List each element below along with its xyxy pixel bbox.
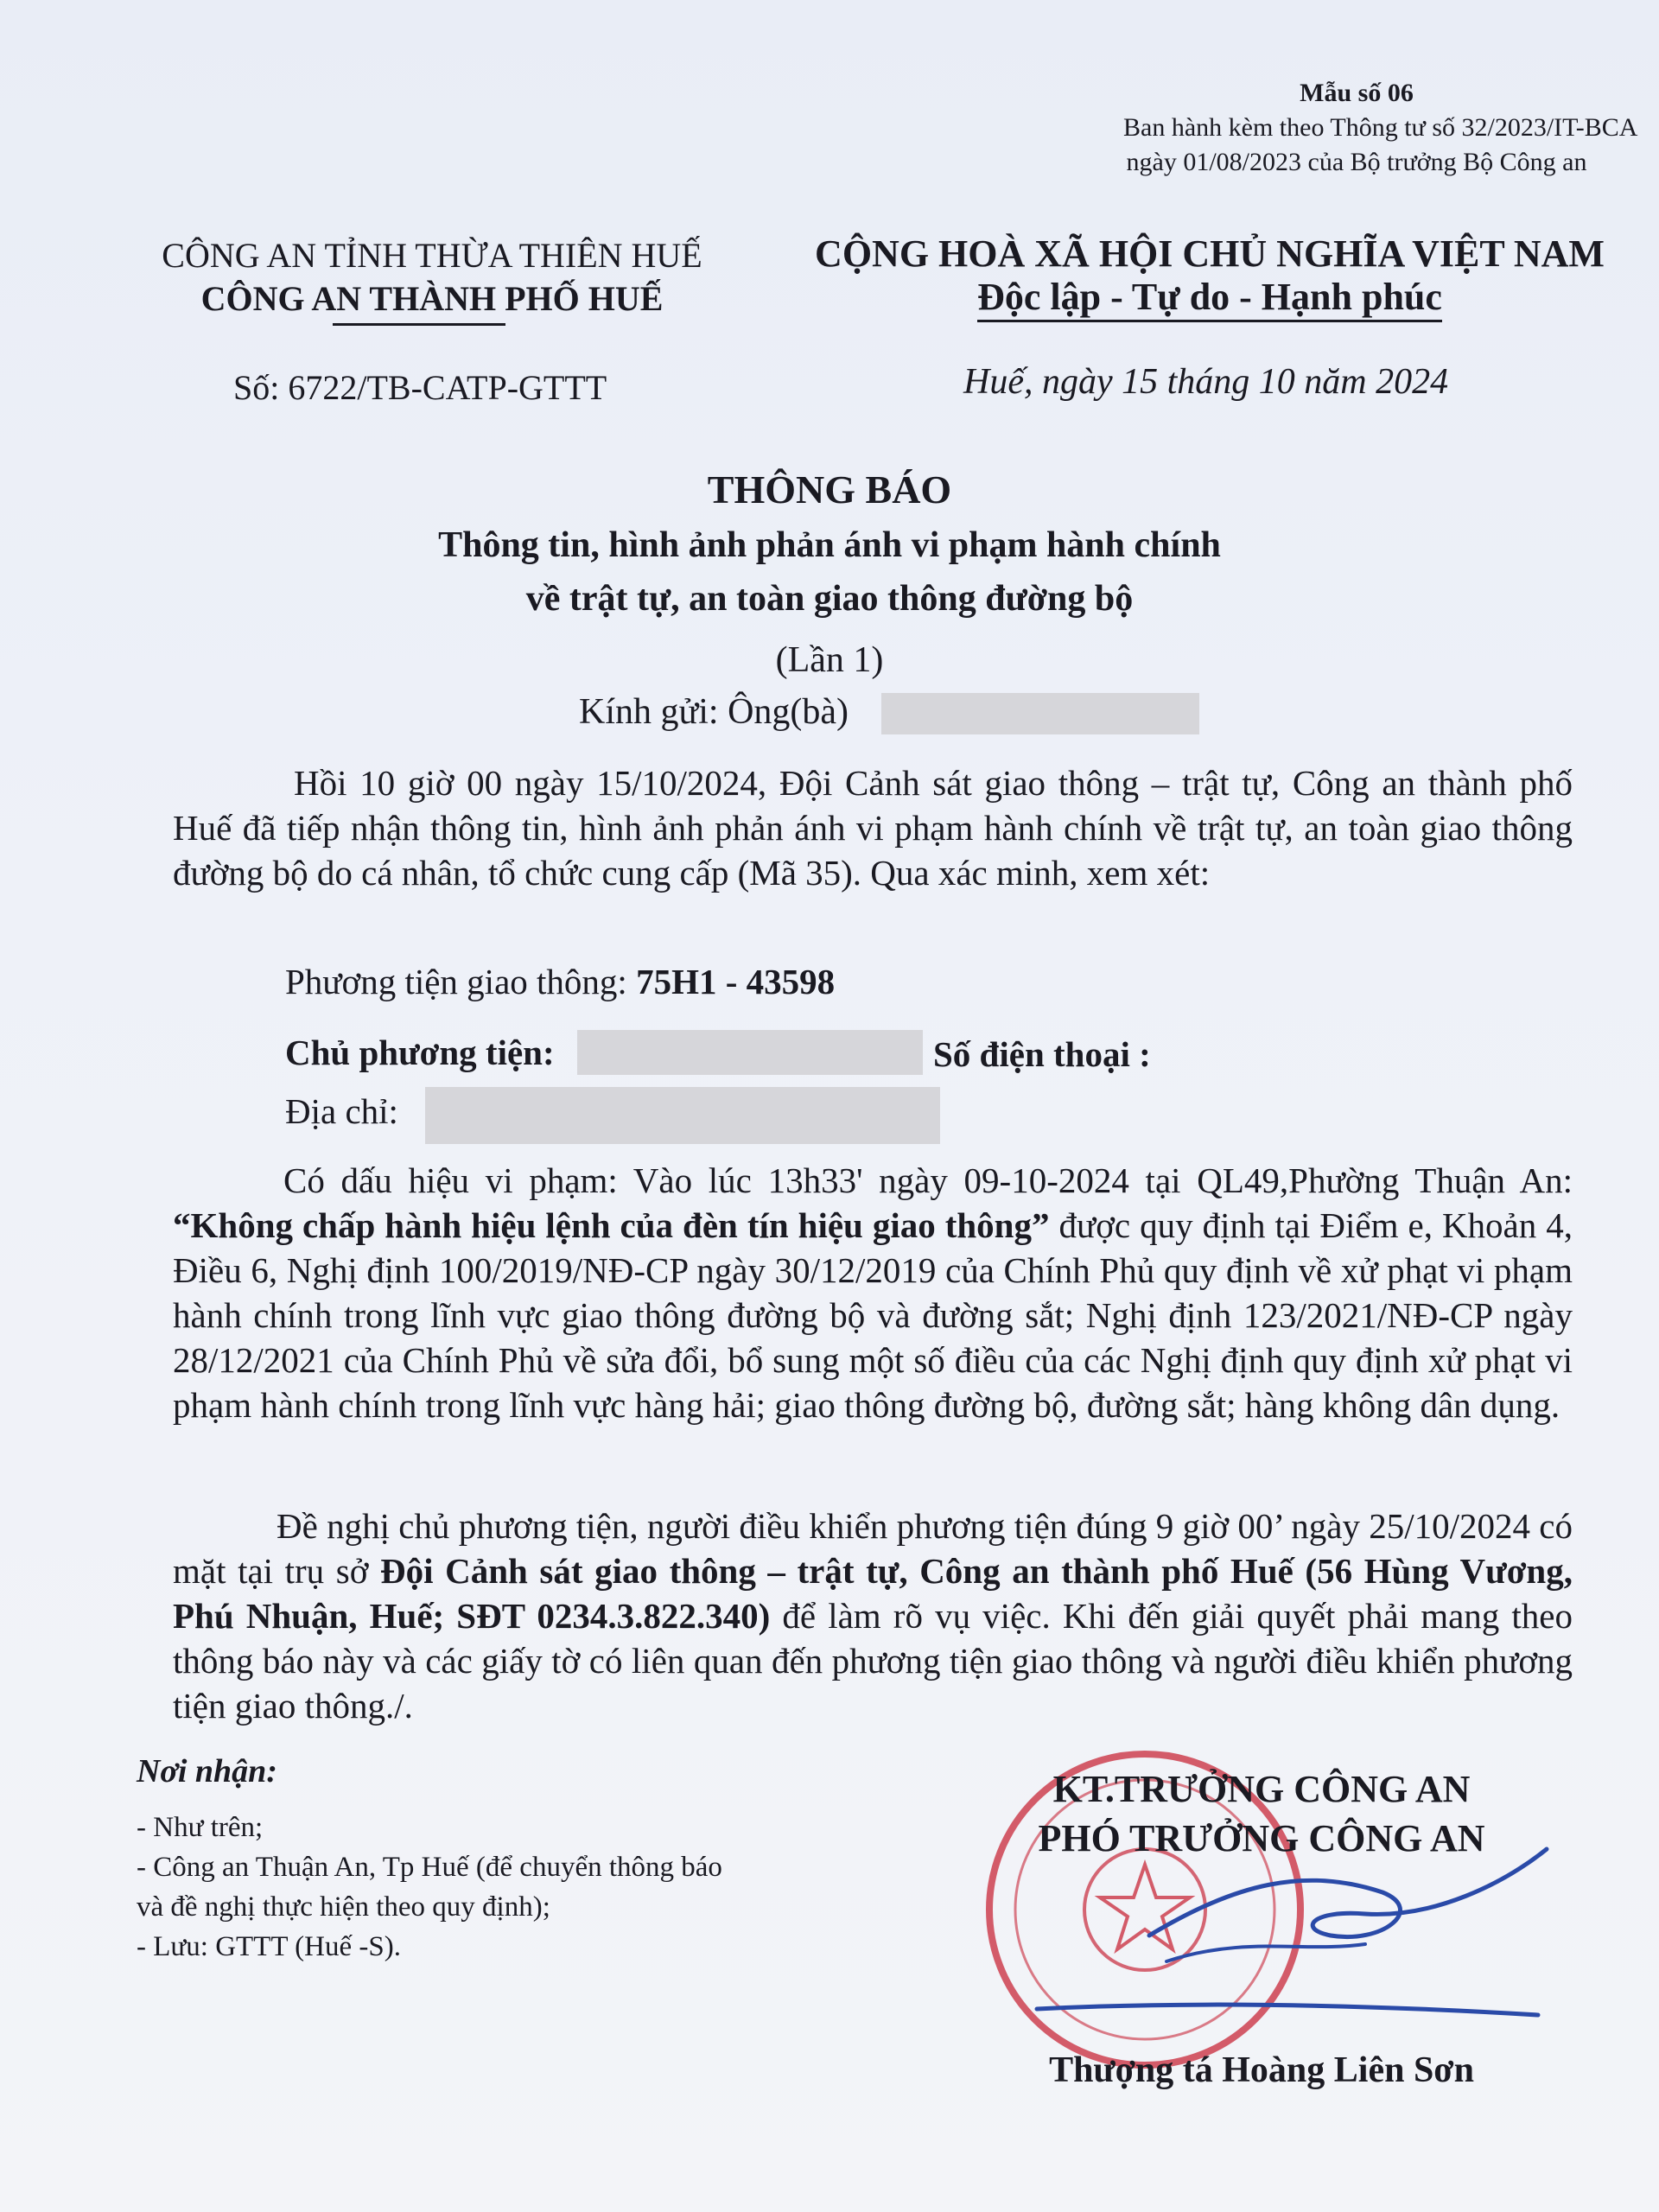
addressee-label: Kính gửi: Ông(bà) (579, 692, 849, 732)
request-text-b: để làm rõ vụ việc. Khi đến giải quyết phải mang theo thông báo này và các giấy tờ có liên quan đến phương tiện giao thông và người điều khiển phương tiện giao thông./. (173, 1596, 1573, 1726)
subtitle-line2: về trật tự, an toàn giao thông đường bộ (525, 579, 1134, 619)
intro-paragraph: Hồi 10 giờ 00 ngày 15/10/2024, Đội Cảnh sát giao thông – trật tự, Công an thành phố Huế đã tiếp nhận thông tin, hình ảnh phản ánh vi phạm hành chính về trật tự, an toàn giao thông đường bộ do cá nhân, tổ chức cung cấp (Mã 35). Qua xác minh, xem xét: (173, 763, 1573, 893)
redacted-addressee (881, 693, 1199, 734)
form-reference (1123, 76, 1638, 180)
recipient-item: - Công an Thuận An, Tp Huế (để chuyển thông báo (137, 1852, 722, 1883)
phone-label: Số điện thoại : (933, 1034, 1151, 1074)
nation-title: CỘNG HOÀ XÃ HỘI CHỦ NGHĨA VIỆT NAM (815, 232, 1605, 275)
document-subtitle (173, 518, 1486, 626)
address-label: Địa chỉ: (285, 1091, 398, 1131)
agency-parent: CÔNG AN TỈNH THỪA THIÊN HUẾ (162, 236, 702, 275)
violation-text-b: được quy định tại Điểm e, Khoản 4, Điều 6, Nghị định 100/2019/NĐ-CP ngày 30/12/2019 của Chính Phủ quy định về xử phạt vi phạm hành chính trong lĩnh vực giao thông đường bộ và đường sắt; Nghị định 123/2021/NĐ-CP ngày 28/12/2021 của Chính Phủ về sửa đổi, bổ sung một số điều của các Nghị định quy định xử phạt vi phạm hành chính trong lĩnh vực hàng hải; giao thông đường bộ, đường sắt; hàng không dân dụng. (173, 1205, 1573, 1425)
document-title: THÔNG BÁO (707, 467, 952, 512)
vehicle-label: Phương tiện giao thông: (285, 962, 627, 1001)
request-office: Đội Cảnh sát giao thông – trật tự, Công an thành phố Huế (56 Hùng Vương, Phú Nhuận, Huế; SĐT 0234.3.822.340) (173, 1551, 1573, 1636)
handwritten-signature (1020, 1832, 1555, 2039)
violation-paragraph (173, 1158, 1573, 1427)
signature-title-line1: KT.TRƯỞNG CÔNG AN (1052, 1768, 1471, 1810)
form-issued-line2: ngày 01/08/2023 của Bộ trưởng Bộ Công an (1126, 148, 1587, 176)
agency-underline (333, 323, 505, 326)
signer-name: Thượng tá Hoàng Liên Sơn (1049, 2050, 1474, 2090)
form-issued-line1: Ban hành kèm theo Thông tư số 32/2023/IT-BCA (1123, 113, 1638, 142)
request-text-a: Đề nghị chủ phương tiện, người điều khiển phương tiện đúng 9 giờ 00’ ngày 25/10/2024 có mặt tại trụ sở (173, 1506, 1573, 1591)
agency-unit: CÔNG AN THÀNH PHỐ HUẾ (200, 279, 664, 318)
recipient-item: và đề nghị thực hiện theo quy định); (137, 1891, 550, 1923)
recipients-title: Nơi nhận: (137, 1753, 277, 1789)
request-paragraph (173, 1503, 1573, 1728)
vehicle-plate: 75H1 - 43598 (636, 962, 836, 1001)
redacted-owner (577, 1030, 923, 1075)
vehicle-row (285, 961, 835, 1002)
owner-label-text: Chủ phương tiện: (285, 1033, 555, 1072)
subtitle-line1: Thông tin, hình ảnh phản ánh vi phạm hành chính (438, 525, 1221, 565)
owner-label (285, 1032, 555, 1073)
violation-text-a: Có dấu hiệu vi phạm: Vào lúc 13h33' ngày 09-10-2024 tại QL49,Phường Thuận An: (283, 1160, 1573, 1200)
form-number: Mẫu số 06 (1300, 79, 1414, 107)
document-date: Huế, ngày 15 tháng 10 năm 2024 (963, 362, 1449, 402)
signature-title-line2: PHÓ TRƯỞNG CÔNG AN (1038, 1817, 1485, 1859)
violation-quote: “Không chấp hành hiệu lệnh của đèn tín hiệu giao thông” (173, 1205, 1050, 1245)
document-number: Số: 6722/TB-CATP-GTTT (233, 368, 607, 407)
motto-text: Độc lập - Tự do - Hạnh phúc (977, 276, 1442, 322)
round-number: (Lần 1) (775, 640, 884, 680)
recipient-item: - Như trên; (137, 1812, 264, 1843)
redacted-address (425, 1087, 940, 1144)
motto (795, 275, 1624, 319)
recipient-item: - Lưu: GTTT (Huế -S). (137, 1931, 401, 1962)
